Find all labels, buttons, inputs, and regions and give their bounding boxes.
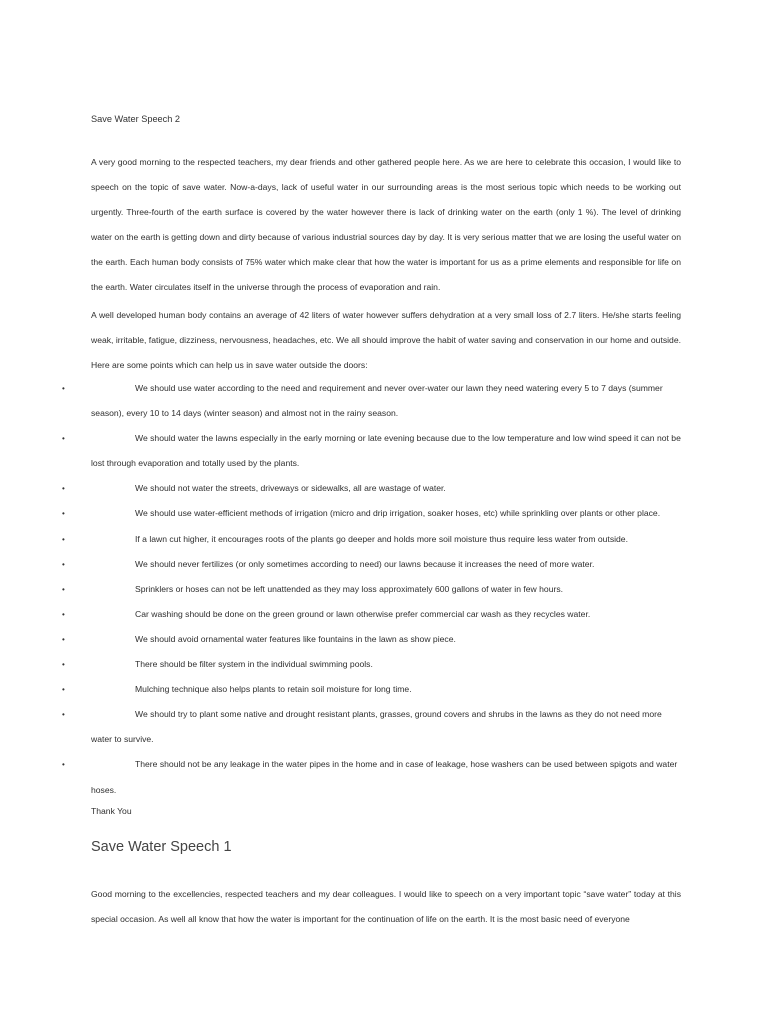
- bullet-icon: •: [62, 660, 65, 670]
- list-item-text: There should be filter system in the individual swimming pools.: [135, 659, 373, 670]
- list-item-text: Sprinklers or hoses can not be left unattended as they may loss approximately 600 gallons of water in few hours.: [135, 583, 564, 594]
- bullet-icon: •: [62, 384, 65, 393]
- intro-paragraph: A very good morning to the respected teachers, my dear friends and other gathered people here. As we are here to celebrate this occasion, I would like to speech on the topic of save water. Now-a-days, lack of useful water in our surrounding areas is the most serious topic which needs to be working out urgently. Three-fourth of the earth surface is covered by the water however there is lack of drinking water on the earth (only 1 %). The level of drinking water on the earth is getting down and dirty because of various industrial sources day by day. It is very serious matter that we are losing the useful water on the earth. Each human body consists of 75% water which make clear that how the water is important for us as a prime elements and responsible for life on the earth. Water circulates itself in the universe through the process of evaporation and rain.: [91, 157, 681, 293]
- list-item: [0, 677, 681, 702]
- list-item-text: Mulching technique also helps plants to retain soil moisture for long time.: [135, 684, 412, 695]
- list-item-text: We should never fertilizes (or only sometimes according to need) our lawns because it increases the need of more water.: [135, 558, 595, 569]
- list-item: [0, 602, 681, 627]
- list-item: [0, 652, 681, 677]
- list-item-text: We should not water the streets, driveways or sidewalks, all are wastage of water.: [135, 483, 446, 494]
- list-item: [0, 552, 681, 577]
- section-paragraph: Good morning to the excellencies, respected teachers and my dear colleagues. I would like to speech on a very important topic “save water” today at this special occasion. As well all know that how the water is important for the continuation of life on the earth. It is the most basic need of everyone: [91, 889, 681, 925]
- list-item-text: We should use water-efficient methods of irrigation (micro and drip irrigation, soaker hoses, etc) while sprinkling over plants or other place.: [135, 508, 661, 519]
- bullet-icon: •: [62, 534, 65, 544]
- list-item: [0, 426, 681, 476]
- list-item: [0, 752, 681, 802]
- list-item: [0, 627, 681, 652]
- bullet-icon: •: [62, 634, 65, 644]
- list-item-text: We should water the lawns especially in the early morning or late evening because due to the low temperature and low wind speed it can not be lost through evaporation and totally used by the plants.: [91, 433, 681, 469]
- list-item-text: If a lawn cut higher, it encourages roots of the plants go deeper and holds more soil moisture thus require less water from outside.: [135, 533, 628, 544]
- bullet-icon: •: [62, 760, 65, 770]
- tips-list: [0, 376, 768, 803]
- list-item-text: We should use water according to the need and requirement and never over-water our lawn they need watering every 5 to 7 days (summer season), every 10 to 14 days (winter season) and almost not in the rainy season.: [91, 383, 663, 419]
- list-item: [0, 501, 681, 526]
- section-heading: Save Water Speech 1: [91, 839, 232, 855]
- bullet-icon: •: [62, 609, 65, 619]
- list-item: [0, 577, 681, 602]
- bullet-icon: •: [62, 484, 65, 494]
- bullet-icon: •: [62, 685, 65, 695]
- list-item: [0, 702, 681, 752]
- list-item: [0, 376, 681, 426]
- page-title: Save Water Speech 2: [91, 114, 181, 124]
- list-item: [0, 476, 681, 501]
- list-item-text: We should avoid ornamental water features like fountains in the lawn as show piece.: [135, 633, 456, 644]
- bullet-icon: •: [62, 710, 65, 720]
- bullet-icon: •: [62, 509, 65, 519]
- closing-text: Thank You: [91, 806, 132, 816]
- bullet-icon: •: [62, 434, 65, 444]
- list-item-text: We should try to plant some native and drought resistant plants, grasses, ground covers and shrubs in the lawns as they do not need more water to survive.: [91, 709, 662, 745]
- list-item: [0, 527, 681, 552]
- list-item-text: Car washing should be done on the green ground or lawn otherwise prefer commercial car wash as they recycles water.: [135, 608, 591, 619]
- body-paragraph: A well developed human body contains an average of 42 liters of water however suffers dehydration at a very small loss of 2.7 liters. He/she starts feeling weak, irritable, fatigue, dizziness, nervousness, headaches, etc. We all should improve the habit of water saving and conservation in our home and outside. Here are some points which can help us in save water outside the doors:: [91, 310, 681, 371]
- bullet-icon: •: [62, 584, 65, 594]
- bullet-icon: •: [62, 559, 65, 569]
- list-item-text: There should not be any leakage in the water pipes in the home and in case of leakage, hose washers can be used between spigots and water hoses.: [91, 759, 678, 795]
